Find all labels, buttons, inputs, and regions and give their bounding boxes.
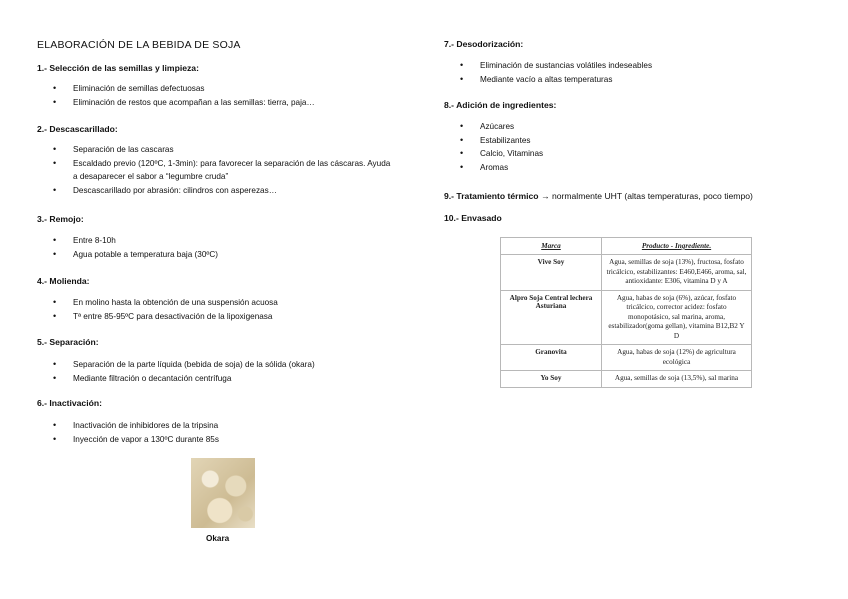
product-cell: Agua, habas de soja (6%), azúcar, fosfato tricálcico, corrector acidez: fosfato monopotásico, sal marina, aroma, estabilizador(goma gellan), vitamina B12,B2 Y D — [602, 290, 752, 345]
table-row — [501, 255, 752, 291]
brands-table — [500, 237, 752, 388]
section-list-2 — [53, 143, 393, 197]
product-cell: Agua, semillas de soja (13,5%), sal marina — [602, 371, 752, 388]
section-list-7 — [460, 59, 820, 86]
brand-cell: Alpro Soja Central lechera Asturiana — [501, 290, 602, 345]
list-item: • En molino hasta la obtención de una suspensión acuosa — [53, 296, 393, 310]
list-item: • Inyección de vapor a 130ºC durante 85s — [53, 433, 393, 447]
brand-cell: Yo Soy — [501, 371, 602, 388]
brand-cell: Granovita — [501, 345, 602, 371]
section-list-1 — [53, 82, 393, 109]
list-item: • Entre 8-10h — [53, 234, 393, 248]
table-header-row — [501, 238, 752, 255]
table-row — [501, 371, 752, 388]
brand-cell: Vive Soy — [501, 255, 602, 291]
section-heading-2: 2.- Descascarillado: — [37, 124, 118, 134]
list-item: • Calcio, Vitaminas — [460, 147, 820, 161]
section-list-4 — [53, 296, 393, 323]
section-heading-3: 3.- Remojo: — [37, 214, 84, 224]
section-9-label: 9.- Tratamiento térmico → — [444, 191, 550, 201]
table-row — [501, 345, 752, 371]
section-heading-9 — [444, 191, 753, 201]
okara-photo — [191, 458, 255, 528]
list-item: • Descascarillado por abrasión: cilindros con asperezas… — [53, 184, 393, 198]
column-header-brand: Marca — [501, 238, 602, 255]
list-item: • Tª entre 85-95ºC para desactivación de la lipoxigenasa — [53, 310, 393, 324]
section-9-text: normalmente UHT (altas temperaturas, poco tiempo) — [551, 191, 753, 201]
list-item: • Eliminación de restos que acompañan a las semillas: tierra, paja… — [53, 96, 393, 110]
list-item: • Inactivación de inhibidores de la tripsina — [53, 419, 393, 433]
section-list-3 — [53, 234, 393, 261]
list-item: • Separación de la parte líquida (bebida de soja) de la sólida (okara) — [53, 358, 393, 372]
list-item: • Azúcares — [460, 120, 820, 134]
section-heading-8: 8.- Adición de ingredientes: — [444, 100, 557, 110]
section-heading-6: 6.- Inactivación: — [37, 398, 102, 408]
column-header-product: Producto - Ingrediente. — [602, 238, 752, 255]
table-row — [501, 290, 752, 345]
section-list-8 — [460, 120, 820, 174]
product-cell: Agua, habas de soja (12%) de agricultura ecológica — [602, 345, 752, 371]
list-item: • Escaldado previo (120ºC, 1-3min): para favorecer la separación de las cáscaras. Ayuda a desaparecer el sabor a “legumbre cruda” — [53, 157, 393, 184]
list-item: • Eliminación de sustancias volátiles indeseables — [460, 59, 820, 73]
section-heading-7: 7.- Desodorización: — [444, 39, 524, 49]
list-item: • Eliminación de semillas defectuosas — [53, 82, 393, 96]
section-list-6 — [53, 419, 393, 446]
list-item: • Agua potable a temperatura baja (30ºC) — [53, 248, 393, 262]
page-title: ELABORACIÓN DE LA BEBIDA DE SOJA — [37, 39, 241, 51]
section-list-5 — [53, 358, 393, 385]
list-item: • Separación de las cascaras — [53, 143, 393, 157]
section-heading-5: 5.- Separación: — [37, 337, 99, 347]
photo-caption: Okara — [206, 534, 230, 543]
list-item: • Mediante filtración o decantación centrífuga — [53, 372, 393, 386]
list-item: • Mediante vacío a altas temperaturas — [460, 73, 820, 87]
section-heading-4: 4.- Molienda: — [37, 276, 90, 286]
list-item: • Estabilizantes — [460, 134, 820, 148]
section-heading-1: 1.- Selección de las semillas y limpieza: — [37, 63, 199, 73]
product-cell: Agua, semillas de soja (13%), fructosa, fosfato tricálcico, estabilizantes: E460,E466, aroma, sal, antioxidante: E306, vitamina D y A — [602, 255, 752, 291]
list-item: • Aromas — [460, 161, 820, 175]
section-heading-10: 10.- Envasado — [444, 213, 502, 223]
